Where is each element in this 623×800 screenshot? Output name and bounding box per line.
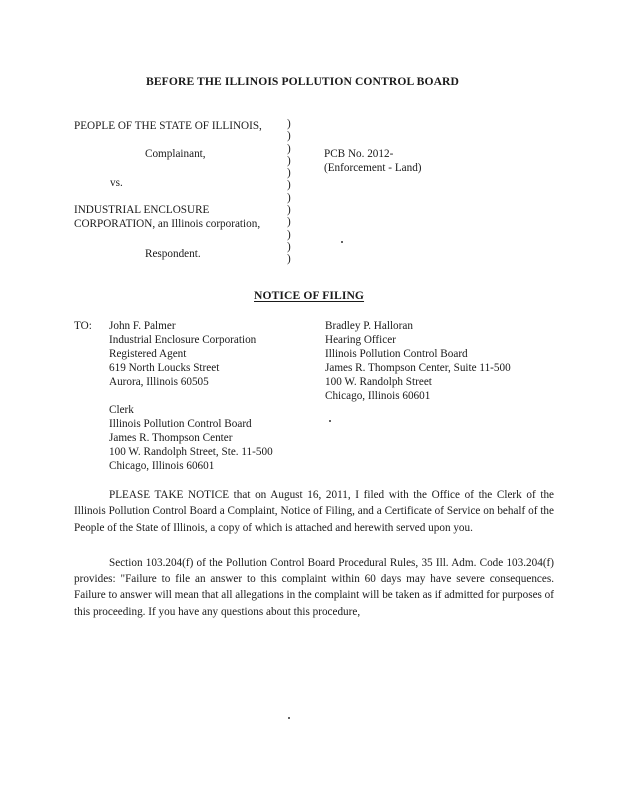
recipient-clerk-name: Clerk (109, 404, 134, 416)
notice-paragraph: PLEASE TAKE NOTICE that on August 16, 2011, I filed with the Office of the Clerk of the Illinois Pollution Control Board a Complaint, Notice of Filing, and a Certificate of Service on behalf of the People of the State of Illinois, a copy of which is attached and herewith served upon you. (74, 489, 554, 534)
recipient-palmer-line: Registered Agent (109, 348, 187, 360)
caption-complainant-label: Complainant, (145, 148, 206, 160)
recipient-palmer-line: Aurora, Illinois 60505 (109, 376, 209, 388)
caption-paren-column (287, 118, 295, 266)
scan-speck (341, 241, 343, 243)
recipient-halloran-name: Bradley P. Halloran (325, 320, 413, 332)
caption-respondent-name-line2: CORPORATION, an Illinois corporation, (74, 218, 261, 230)
caption-paren: ) (287, 240, 291, 253)
recipient-clerk-line: Chicago, Illinois 60601 (109, 460, 215, 472)
caption-respondent-label: Respondent. (145, 248, 201, 260)
caption-paren: ) (287, 130, 291, 143)
recipient-halloran-line: 100 W. Randolph Street (325, 376, 432, 388)
caption-paren: ) (287, 167, 291, 180)
recipient-clerk-line: James R. Thompson Center (109, 432, 233, 444)
caption-paren: ) (287, 253, 291, 266)
to-label: TO: (74, 320, 92, 332)
recipient-halloran-line: James R. Thompson Center, Suite 11-500 (325, 362, 511, 374)
caption-paren: ) (287, 204, 291, 217)
case-number: PCB No. 2012- (324, 148, 394, 160)
case-type: (Enforcement - Land) (324, 162, 422, 174)
caption-paren: ) (287, 191, 291, 204)
recipient-halloran-line: Hearing Officer (325, 334, 396, 346)
caption-paren: ) (287, 228, 291, 241)
caption-party-plaintiff: PEOPLE OF THE STATE OF ILLINOIS, (74, 120, 262, 132)
scan-speck (329, 420, 331, 422)
caption-paren: ) (287, 118, 291, 130)
caption-paren: ) (287, 179, 291, 192)
caption-versus: vs. (110, 177, 123, 189)
notice-title: NOTICE OF FILING (254, 289, 365, 302)
caption-paren: ) (287, 142, 291, 155)
recipient-halloran-line: Chicago, Illinois 60601 (325, 390, 431, 402)
recipient-palmer-line: 619 North Loucks Street (109, 362, 220, 374)
procedure-paragraph: Section 103.204(f) of the Pollution Control Board Procedural Rules, 35 Ill. Adm. Code 103.204(f) provides: "Failure to file an answer to this complaint within 60 days may have severe consequences. Failure to answer will mean that all allegations in the complaint will be taken as if admitted for purposes of this proceeding. If you have any questions about this procedure, (74, 557, 555, 618)
scan-speck (288, 717, 290, 719)
recipient-clerk-line: Illinois Pollution Control Board (109, 418, 252, 430)
recipient-clerk-line: 100 W. Randolph Street, Ste. 11-500 (109, 446, 273, 458)
recipient-palmer-line: Industrial Enclosure Corporation (109, 334, 257, 346)
caption-paren: ) (287, 216, 291, 229)
recipient-palmer-name: John F. Palmer (109, 320, 176, 332)
recipient-halloran-line: Illinois Pollution Control Board (325, 348, 468, 360)
court-heading: BEFORE THE ILLINOIS POLLUTION CONTROL BOARD (146, 75, 459, 88)
caption-paren: ) (287, 154, 291, 167)
caption-respondent-name-line1: INDUSTRIAL ENCLOSURE (74, 204, 210, 216)
